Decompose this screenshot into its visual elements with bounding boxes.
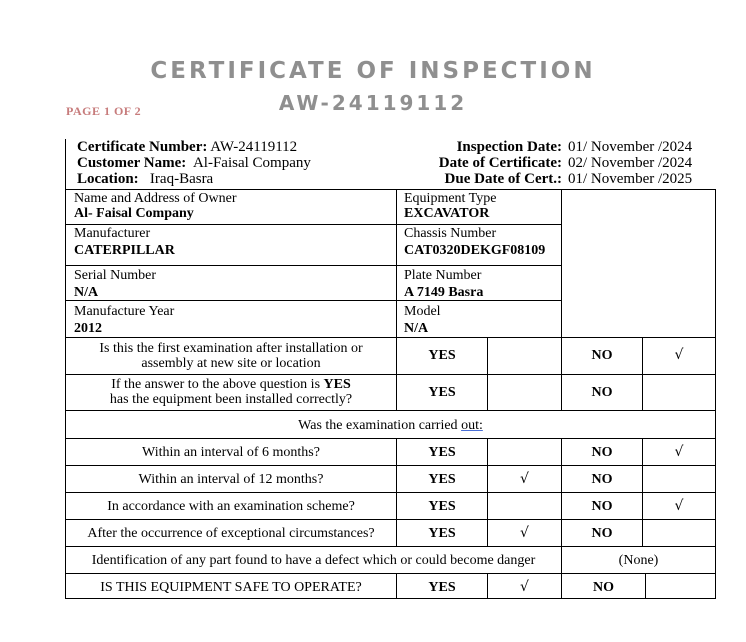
question-first-examination: [66, 341, 396, 371]
no-label: NO: [591, 445, 613, 460]
check-mark-icon: √: [674, 444, 684, 460]
question-installed-correctly: [66, 377, 396, 407]
heading-text: Was the examination carried: [298, 418, 462, 433]
certificate-number: AW-24119112: [210, 139, 298, 155]
check-mark-icon: √: [520, 471, 529, 487]
no-label: NO: [591, 348, 613, 363]
year-label: Manufacture Year: [74, 304, 175, 319]
serial-cell: [74, 268, 156, 300]
customer-name: Al-Faisal Company: [192, 155, 311, 171]
certificate-code: AW-24119112: [278, 91, 468, 115]
header-left: [77, 139, 311, 187]
question-defect-identification: Identification of any part found to have a defect which or could become danger: [91, 553, 536, 568]
manufacturer-value: CATERPILLAR: [74, 243, 175, 258]
question-line: assembly at new site or location: [141, 356, 321, 371]
check-mark-icon: √: [674, 347, 684, 363]
year-value: 2012: [74, 321, 102, 336]
date-of-certificate: 02/ November /2024: [568, 155, 693, 171]
equipment-type-value: EXCAVATOR: [404, 206, 490, 221]
no-label: NO: [591, 526, 613, 541]
equipment-type-cell: [404, 191, 496, 221]
plate-label: Plate Number: [404, 268, 482, 283]
yes-label: YES: [428, 385, 456, 400]
no-label: NO: [591, 385, 613, 400]
equipment-type-label: Equipment Type: [404, 191, 497, 206]
no-label: NO: [591, 499, 613, 514]
question-line: Is this the first examination after installation or: [99, 341, 363, 356]
question-6-months: Within an interval of 6 months?: [142, 445, 320, 460]
plate-cell: [404, 268, 483, 300]
date-of-certificate-label: Date of Certificate:: [438, 155, 562, 171]
yes-label: YES: [428, 526, 456, 541]
due-date-label: Due Date of Cert.:: [444, 171, 562, 187]
question-emphasis: YES: [323, 377, 351, 392]
no-label: NO: [593, 580, 614, 595]
chassis-label: Chassis Number: [404, 226, 497, 241]
no-label: NO: [591, 472, 613, 487]
check-mark-icon: √: [520, 525, 529, 541]
yes-label: YES: [428, 472, 456, 487]
question-safe-to-operate: IS THIS EQUIPMENT SAFE TO OPERATE?: [100, 580, 362, 595]
manufacturer-label: Manufacturer: [74, 226, 151, 241]
defect-answer: (None): [618, 553, 659, 568]
year-cell: [74, 304, 174, 336]
chassis-cell: [404, 226, 545, 258]
question-exceptional-circumstances: After the occurrence of exceptional circumstances?: [87, 526, 375, 541]
header-right: [412, 139, 708, 187]
check-mark-icon: √: [674, 498, 684, 514]
location-label: Location:: [77, 171, 139, 187]
plate-value: A 7149 Basra: [404, 285, 484, 300]
check-mark-icon: √: [520, 579, 529, 595]
certificate-title: CERTIFICATE OF INSPECTION: [150, 58, 596, 84]
model-cell: [404, 304, 441, 336]
serial-value: N/A: [74, 285, 99, 300]
certificate-number-label: Certificate Number:: [77, 139, 208, 155]
inspection-date: 01/ November /2024: [568, 139, 693, 155]
owner-value: Al- Faisal Company: [74, 206, 194, 221]
chassis-value: CAT0320DEKGF08109: [404, 243, 546, 258]
location: Iraq-Basra: [149, 171, 214, 187]
yes-label: YES: [428, 499, 456, 514]
page-number: PAGE 1 OF 2: [66, 104, 142, 118]
yes-label: YES: [428, 445, 456, 460]
question-line: has the equipment been installed correctly?: [109, 392, 353, 407]
heading-underlined: out:: [461, 418, 483, 433]
examination-carried-out-heading: [66, 418, 715, 433]
question-line: If the answer to the above question is: [111, 377, 324, 392]
model-label: Model: [404, 304, 441, 319]
due-date: 01/ November /2025: [568, 171, 693, 187]
customer-name-label: Customer Name:: [77, 155, 187, 171]
manufacturer-cell: [74, 226, 175, 258]
question-12-months: Within an interval of 12 months?: [138, 472, 324, 487]
question-examination-scheme: In accordance with an examination scheme?: [107, 499, 355, 514]
inspection-date-label: Inspection Date:: [456, 139, 562, 155]
serial-label: Serial Number: [74, 268, 157, 283]
yes-label: YES: [428, 348, 456, 363]
model-value: N/A: [404, 321, 429, 336]
yes-label: YES: [428, 580, 456, 595]
owner-cell: [74, 191, 237, 221]
owner-label: Name and Address of Owner: [74, 191, 237, 206]
